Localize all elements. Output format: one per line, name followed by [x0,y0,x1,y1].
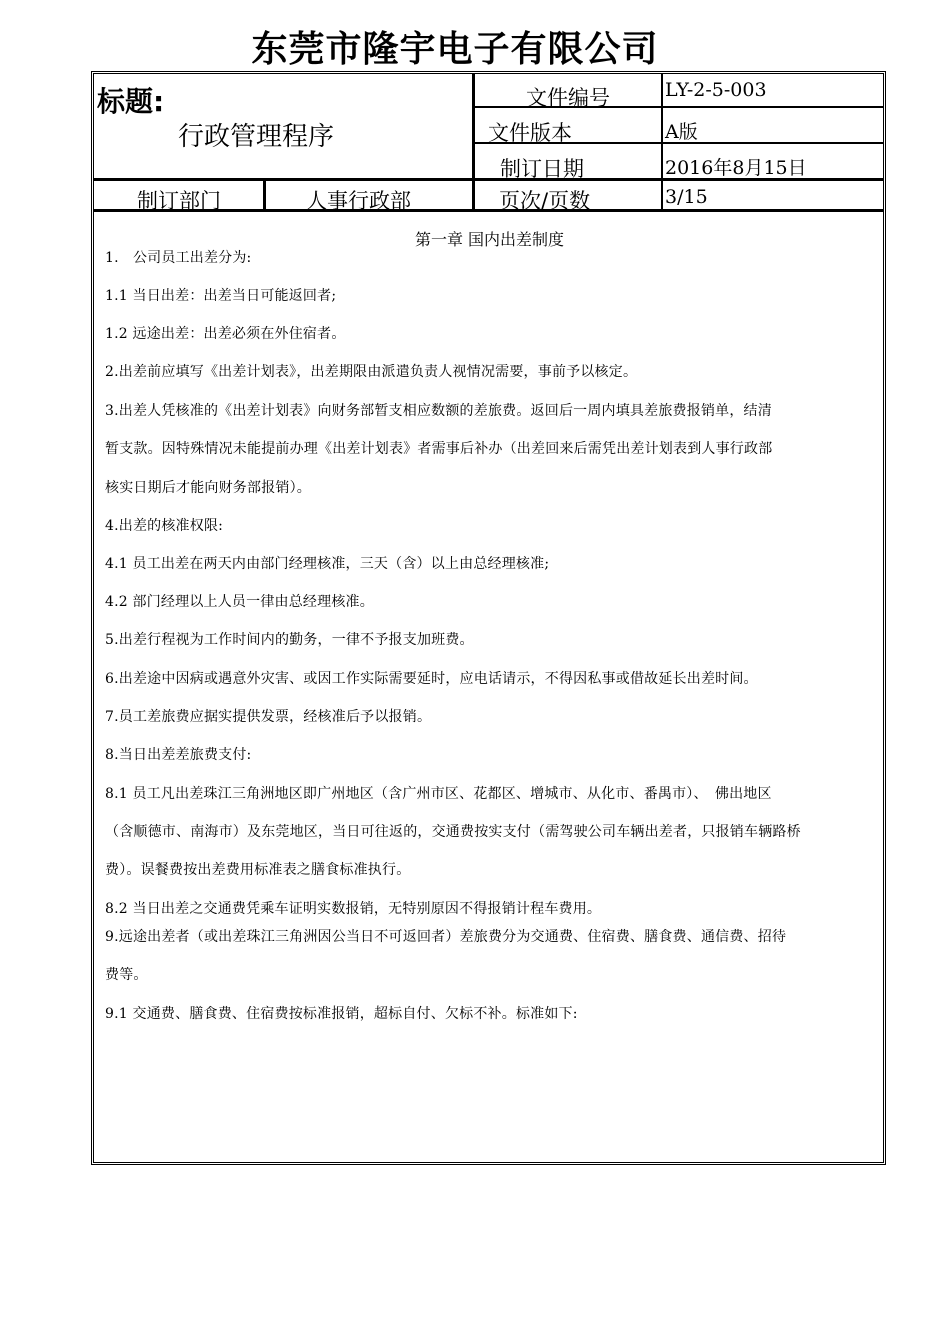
body-line: 1.1 当日出差：出差当日可能返回者; [105,288,337,304]
body-line: 9.1 交通费、膳食费、住宿费按标准报销，超标自付、欠标不补。标准如下: [105,1006,578,1022]
body-line: 暂支款。因特殊情况未能提前办理《出差计划表》者需事后补办（出差回来后需凭出差计划表到人事行政部 [105,441,773,457]
body-line: 4.2 部门经理以上人员一律由总经理核准。 [105,594,374,610]
body-line: 5.出差行程视为工作时间内的勤务，一律不予报支加班费。 [105,632,474,648]
body-line: 1. 公司员工出差分为: [105,250,252,266]
body-line: 8.当日出差差旅费支付: [105,747,252,763]
page-label: 页次/页数 [499,189,591,213]
body-line: 3.出差人凭核准的《出差计划表》向财务部暂支相应数额的差旅费。返回后一周内填具差旅费报销单，结清 [105,403,772,419]
page-value: 3/15 [665,186,708,208]
body-line: 核实日期后才能向财务部报销）。 [105,480,311,496]
version-value: A版 [665,121,698,143]
date-value: 2016年8月15日 [665,157,807,179]
body-line: 9.远途出差者（或出差珠江三角洲因公当日不可返回者）差旅费分为交通费、住宿费、膳食费、通信费、招待 [105,929,787,945]
company-name: 东莞市隆宇电子有限公司 [251,29,659,70]
body-line: 4.1 员工出差在两天内由部门经理核准，三天（含）以上由总经理核准; [105,556,550,572]
date-label: 制订日期 [500,157,584,181]
header-divider [263,180,266,211]
body-line: （含顺德市、南海市）及东莞地区，当日可往返的，交通费按实支付（需驾驶公司车辆出差者，只报销车辆路桥 [105,824,801,840]
department-label: 制订部门 [137,189,221,213]
chapter-title: 第一章 国内出差制度 [414,230,565,249]
body-line: 7.员工差旅费应据实提供发票，经核准后予以报销。 [105,709,432,725]
body-line: 6.出差途中因病或遇意外灾害、或因工作实际需要延时，应电话请示，不得因私事或借故延长出差时间。 [105,671,758,687]
doc-number-label: 文件编号 [526,86,610,110]
body-line: 费）。误餐费按出差费用标准表之膳食标准执行。 [105,862,411,878]
body-line: 2.出差前应填写《出差计划表》，出差期限由派遣负责人视情况需要，事前予以核定。 [105,364,638,380]
header-divider [661,74,663,211]
doc-number-value: LY-2-5-003 [665,79,767,101]
version-label: 文件版本 [488,121,572,145]
body-line: 4.出差的核准权限: [105,518,224,534]
body-line: 1.2 远途出差：出差必须在外住宿者。 [105,326,346,342]
title-value: 行政管理程序 [178,122,335,152]
body-line: 费等。 [105,967,148,983]
title-label: 标题: [97,85,165,118]
department-value: 人事行政部 [306,189,411,213]
body-line: 8.2 当日出差之交通费凭乘车证明实数报销，无特别原因不得报销计程车费用。 [105,901,602,917]
header-divider [472,74,475,211]
body-line: 8.1 员工凡出差珠江三角洲地区即广州地区（含广州市区、花都区、增城市、从化市、番禺市）、 佛出地区 [105,786,772,802]
